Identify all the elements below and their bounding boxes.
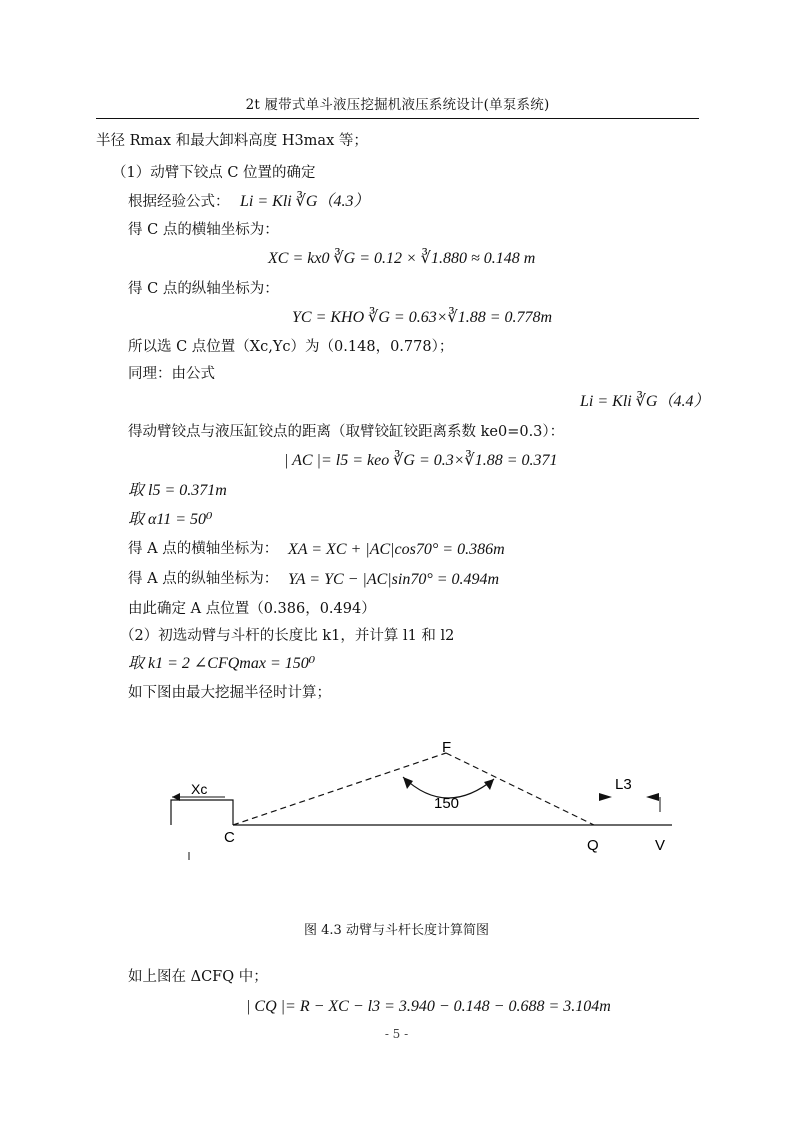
text-line: 半径 Rmax 和最大卸料高度 H3max 等； (96, 133, 368, 149)
page-number: - 5 - (384, 1027, 409, 1041)
label-angle: 150 (434, 795, 460, 812)
text-line: 如下图由最大挖掘半径时计算； (128, 685, 331, 701)
member-fq (446, 753, 594, 825)
text-line: 同理：由公式 (128, 366, 215, 382)
text-line: 得动臂铰点与液压缸铰点的距离（取臂铰缸铰距离系数 ke0=0.3）： (128, 424, 565, 440)
label-q: Q (587, 837, 599, 854)
label-f: F (442, 739, 452, 756)
label-v: V (655, 837, 666, 854)
formula: XC = kx0 ∛G = 0.12 × ∛1.880 ≈ 0.148 m (268, 250, 536, 267)
l3-arrow-left (599, 793, 612, 801)
angle-arrow-left (403, 777, 413, 789)
text-line: 得 A 点的纵轴坐标为： (128, 571, 279, 587)
text-line: 得 C 点的纵轴坐标为： (128, 281, 279, 297)
formula: XA = XC + |AC|cos70° = 0.386m (288, 541, 505, 558)
text-line: 由此确定 A 点位置（0.386，0.494） (128, 601, 376, 617)
text-line: 得 C 点的横轴坐标为： (128, 222, 279, 238)
text-line: 得 A 点的横轴坐标为： (128, 541, 279, 557)
formula: | CQ |= R − XC − l3 = 3.940 − 0.148 − 0.688 = 3.104m (246, 998, 611, 1015)
label-c: C (224, 829, 235, 846)
formula: | AC |= l5 = keo ∛G = 0.3×∛1.88 = 0.371 (284, 452, 558, 469)
label-l3: L3 (615, 776, 632, 793)
text-line: 根据经验公式： (128, 194, 230, 210)
formula: YA = YC − |AC|sin70° = 0.494m (288, 571, 500, 588)
text-line: 所以选 C 点位置（Xc,Yc）为（0.148，0.778）； (128, 339, 454, 355)
figure-caption: 图 4.3 动臂与斗杆长度计算简图 (304, 923, 489, 938)
formula: 取 k1 = 2 ∠CFQmax = 150⁰ (128, 655, 316, 672)
formula: YC = KHO ∛G = 0.63×∛1.88 = 0.778m (292, 309, 553, 326)
member-cf (233, 753, 446, 825)
label-xc: Xc (191, 781, 208, 797)
formula: 取 α11 = 50⁰ (128, 511, 213, 528)
xc-bracket (171, 800, 233, 825)
l3-arrow-right (646, 793, 659, 801)
formula: Li = Kli ∛G（4.4） (580, 393, 710, 410)
text-line: 如上图在 ΔCFQ 中； (128, 969, 268, 985)
angle-arrow-right (484, 779, 494, 790)
running-header: 2t 履带式单斗液压挖掘机液压系统设计(单泵系统) (245, 97, 550, 113)
text-line: （1）动臂下铰点 C 位置的确定 (112, 165, 316, 181)
formula: Li = Kli ∛G（4.3） (240, 193, 370, 210)
formula: 取 l5 = 0.371m (128, 482, 227, 499)
text-line: （2）初选动臂与斗杆的长度比 k1，并计算 l1 和 l2 (120, 628, 455, 644)
